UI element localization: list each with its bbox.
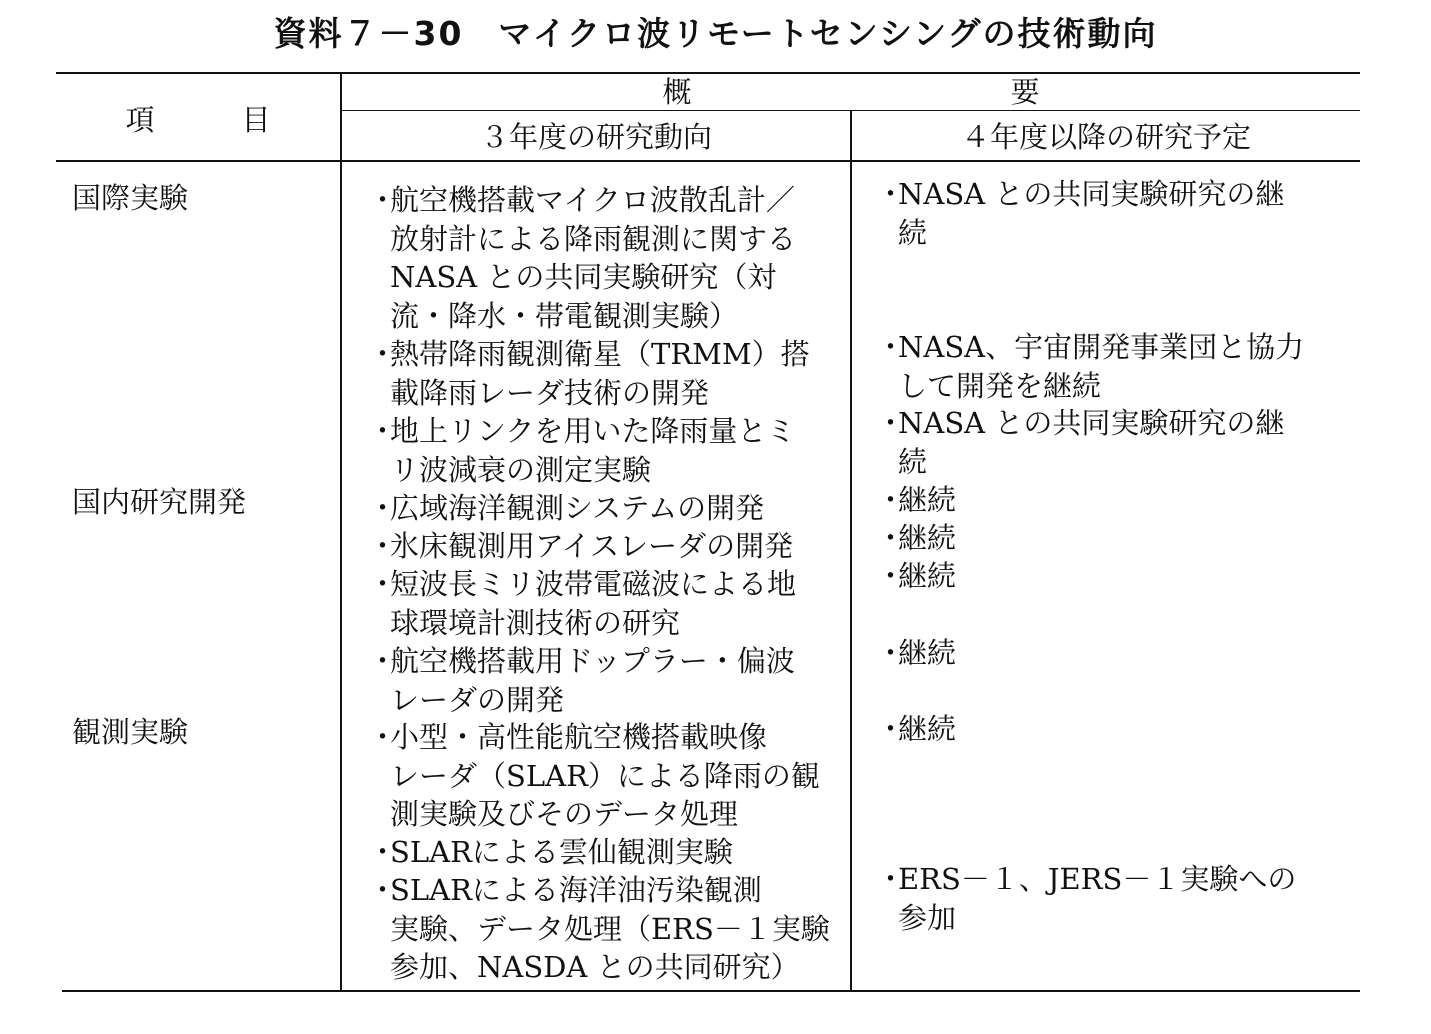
page-title: 資料７－30 マイクロ波リモートセンシングの技術動向	[273, 14, 1158, 53]
item-line: 続	[898, 215, 928, 250]
category-label: 国際実験	[72, 181, 189, 215]
list-item	[368, 718, 820, 834]
bullet-mark: ・	[876, 406, 906, 440]
item-line: 広域海洋観測システムの開発	[390, 491, 765, 525]
bullet-mark: ・	[368, 873, 398, 907]
list-item	[368, 833, 733, 872]
bullet-mark: ・	[368, 337, 398, 371]
list-item	[876, 710, 957, 749]
list-item	[876, 519, 957, 558]
item-line: 継続	[898, 521, 957, 555]
item-line: SLARによる雲仙観測実験	[390, 835, 733, 869]
bullet-mark: ・	[876, 712, 906, 746]
bullet-mark: ・	[368, 183, 398, 217]
bullet-mark: ・	[876, 177, 906, 211]
item-line: 継続	[898, 636, 957, 670]
header-fy4: ４年度以降の研究予定	[960, 120, 1251, 154]
list-item	[876, 634, 957, 673]
header-fy3: ３年度の研究動向	[479, 120, 712, 154]
item-line: 放射計による降雨観測に関する	[390, 221, 797, 256]
list-item	[368, 642, 795, 719]
list-item	[368, 412, 796, 489]
item-line: 継続	[898, 559, 957, 593]
bullet-mark: ・	[368, 567, 398, 601]
item-line: NASA との共同実験研究（対	[390, 260, 777, 294]
list-item	[876, 404, 1285, 481]
column-divider-1	[340, 74, 342, 991]
list-item	[368, 181, 797, 335]
item-line: 継続	[898, 712, 957, 746]
item-line: SLARによる海洋油汚染観測	[390, 873, 762, 907]
bullet-mark: ・	[876, 636, 906, 670]
item-line: して開発を継続	[898, 368, 1102, 403]
list-item	[876, 481, 957, 520]
item-line: 球環境計測技術の研究	[390, 605, 681, 640]
list-item	[368, 871, 830, 987]
category-label: 国内研究開発	[72, 485, 247, 519]
header-bottom-rule	[56, 160, 1360, 162]
item-line: 流・降水・帯電観測実験）	[390, 298, 739, 333]
bullet-mark: ・	[368, 835, 398, 869]
list-item	[368, 489, 765, 528]
item-line: NASA との共同実験研究の継	[898, 177, 1285, 211]
bullet-mark: ・	[876, 483, 906, 517]
item-line: リ波減衰の測定実験	[390, 452, 652, 487]
list-item	[876, 557, 957, 596]
header-overview: 概 要	[662, 75, 1040, 109]
item-line: 参加	[898, 900, 957, 935]
bullet-mark: ・	[368, 529, 398, 563]
item-line: 航空機搭載用ドップラー・偏波	[390, 644, 795, 678]
table-bottom-rule	[62, 990, 1360, 992]
item-line: 載降雨レーダ技術の開発	[390, 375, 710, 410]
item-line: 短波長ミリ波帯電磁波による地	[390, 567, 797, 601]
item-line: 地上リンクを用いた降雨量とミ	[390, 414, 796, 448]
list-item	[368, 527, 794, 566]
header-item: 項 目	[125, 103, 271, 137]
bullet-mark: ・	[368, 491, 398, 525]
bullet-mark: ・	[876, 330, 906, 364]
bullet-mark: ・	[368, 414, 398, 448]
bullet-mark: ・	[876, 862, 906, 896]
item-line: 続	[898, 444, 928, 479]
list-item	[368, 335, 810, 412]
item-line: 氷床観測用アイスレーダの開発	[390, 529, 794, 563]
bullet-mark: ・	[368, 644, 398, 678]
list-item	[876, 175, 1285, 252]
item-line: 測実験及びそのデータ処理	[390, 797, 739, 831]
item-line: 航空機搭載マイクロ波散乱計／	[390, 183, 795, 217]
item-line: 実験、データ処理（ERS－１実験	[390, 911, 830, 946]
item-line: レーダの開発	[390, 682, 565, 717]
item-line: 熱帯降雨観測衛星（TRMM）搭	[390, 337, 810, 371]
item-line: 継続	[898, 483, 957, 517]
column-divider-2	[850, 111, 852, 991]
item-line: NASA との共同実験研究の継	[898, 406, 1285, 440]
item-line: ERS－１、JERS－１実験への	[898, 862, 1297, 896]
bullet-mark: ・	[368, 720, 398, 754]
item-line: NASA、宇宙開発事業団と協力	[898, 330, 1305, 364]
item-line: 小型・高性能航空機搭載映像	[390, 720, 768, 754]
category-label: 観測実験	[72, 715, 189, 749]
list-item	[876, 328, 1305, 405]
item-line: レーダ（SLAR）による降雨の観	[390, 758, 820, 793]
bullet-mark: ・	[876, 521, 906, 555]
list-item	[876, 860, 1297, 937]
item-line: 参加、NASDA との共同研究）	[390, 950, 800, 984]
bullet-mark: ・	[876, 559, 906, 593]
list-item	[368, 565, 797, 642]
